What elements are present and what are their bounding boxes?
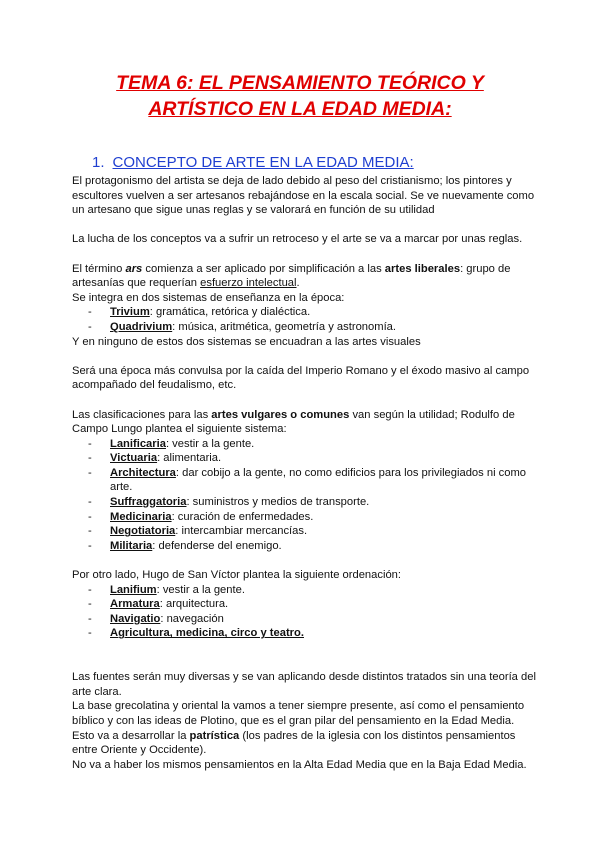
list-item	[72, 466, 542, 495]
list-item	[72, 510, 542, 525]
list-item	[72, 437, 542, 452]
list-desc: : dar cobijo a la gente, no como edificios para los privilegiados ni como arte.	[110, 466, 527, 494]
text-fragment: .	[296, 277, 300, 290]
title-line-1: TEMA 6: EL PENSAMIENTO TEÓRICO Y	[116, 72, 484, 94]
term-ars: ars	[125, 262, 143, 275]
text-fragment: comienza a ser aplicado por simplificación a las	[142, 262, 385, 275]
list-desc: : navegación	[160, 612, 224, 625]
list-desc: : curación de enfermedades.	[171, 510, 314, 523]
list-desc: : música, aritmética, geometría y astronomía.	[172, 320, 397, 333]
list-term: Trivium	[110, 306, 150, 319]
text-fragment: El término	[72, 262, 126, 275]
list-term: Agricultura, medicina, circo y teatro.	[110, 627, 304, 640]
list-item	[72, 626, 542, 641]
paragraph-clasificaciones	[72, 408, 542, 437]
list-desc: : vestir a la gente.	[165, 437, 255, 450]
term-esfuerzo-intelectual: esfuerzo intelectual	[200, 277, 297, 290]
text-fragment: : grupo de artesanías que requerían	[72, 262, 511, 290]
list-sistemas-ensenanza	[72, 305, 542, 334]
list-desc: : gramática, retórica y dialéctica.	[149, 306, 311, 319]
list-item	[72, 495, 542, 510]
list-term: Navigatio	[110, 612, 161, 625]
paragraph-epoca-convulsa: Será una época más convulsa por la caída del Imperio Romano y el éxodo masivo al campo acompañado del feudalismo, etc.	[72, 364, 530, 392]
list-desc: : vestir a la gente.	[156, 583, 245, 596]
list-term: Suffraggatoria	[110, 496, 187, 509]
list-desc: : intercambiar mercancías.	[175, 525, 308, 538]
paragraph-hugo: Por otro lado, Hugo de San Víctor plantea la siguiente ordenación:	[72, 569, 402, 582]
paragraph-ars	[72, 262, 542, 291]
section-title: CONCEPTO DE ARTE EN LA EDAD MEDIA:	[112, 154, 414, 171]
list-item	[72, 305, 542, 320]
section-heading	[92, 154, 414, 171]
document-body	[72, 174, 542, 772]
list-item	[72, 524, 542, 539]
list-item	[72, 539, 542, 554]
list-item	[72, 451, 542, 466]
section-number: 1.	[92, 154, 105, 171]
paragraph-alta-baja: No va a haber los mismos pensamientos en la Alta Edad Media que en la Baja Edad Media.	[72, 758, 527, 771]
paragraph-patristica	[72, 729, 542, 758]
term-artes-liberales: artes liberales	[384, 262, 461, 275]
list-item	[72, 597, 542, 612]
document-title	[60, 70, 540, 122]
text-fragment: (los padres de la iglesia con los distintos pensamientos entre Oriente y Occidente).	[72, 729, 516, 757]
list-rodulfo	[72, 437, 542, 554]
list-desc: : arquitectura.	[159, 598, 229, 611]
list-hugo	[72, 583, 542, 641]
list-term: Negotiatoria	[110, 525, 176, 538]
list-term: Armatura	[110, 598, 160, 611]
text-fragment: Esto va a desarrollar la	[72, 729, 190, 742]
paragraph-base-grecolatina: La base grecolatina y oriental la vamos a tener siempre presente, así como el pensamiento bíblico y con las ideas de Plotino, que es el gran pilar del pensamiento en la Edad Media.	[72, 700, 525, 727]
paragraph-fuentes: Las fuentes serán muy diversas y se van aplicando desde distintos tratados sin una teoría del arte clara.	[72, 671, 536, 698]
paragraph-artes-visuales: Y en ninguno de estos dos sistemas se encuadran a las artes visuales	[72, 335, 421, 348]
paragraph-lucha: La lucha de los conceptos va a sufrir un retroceso y el arte se va a marcar por unas reglas.	[72, 233, 523, 246]
text-fragment: van según la utilidad; Rodulfo de Campo Lungo plantea el siguiente sistema:	[72, 408, 515, 436]
list-item	[72, 612, 542, 627]
list-desc: : alimentaria.	[157, 452, 222, 465]
term-artes-vulgares: artes vulgares o comunes	[211, 408, 350, 421]
list-item	[72, 320, 542, 335]
list-term: Lanificaria	[110, 437, 166, 450]
list-term: Lanifium	[110, 583, 157, 596]
paragraph-sistemas: Se integra en dos sistemas de enseñanza en la época:	[72, 291, 345, 304]
list-term: Medicinaria	[110, 510, 172, 523]
list-desc: : suministros y medios de transporte.	[186, 496, 370, 509]
list-term: Quadrivium	[110, 320, 173, 333]
list-term: Militaria	[110, 539, 153, 552]
list-term: Architectura	[110, 466, 176, 479]
list-desc: : defenderse del enemigo.	[152, 539, 282, 552]
text-fragment: Las clasificaciones para las	[72, 408, 212, 421]
term-patristica: patrística	[189, 729, 240, 742]
list-item	[72, 583, 542, 598]
paragraph-protagonismo: El protagonismo del artista se deja de lado debido al peso del cristianismo; los pintores y escultores vuelven a ser artesanos rebajándose en la escala social. Se ve nuevamente como un artesano que sigue unas reglas y se valorará en función de su utilidad	[72, 175, 535, 217]
list-term: Victuaria	[110, 452, 158, 465]
title-line-2: ARTÍSTICO EN LA EDAD MEDIA:	[148, 98, 452, 120]
